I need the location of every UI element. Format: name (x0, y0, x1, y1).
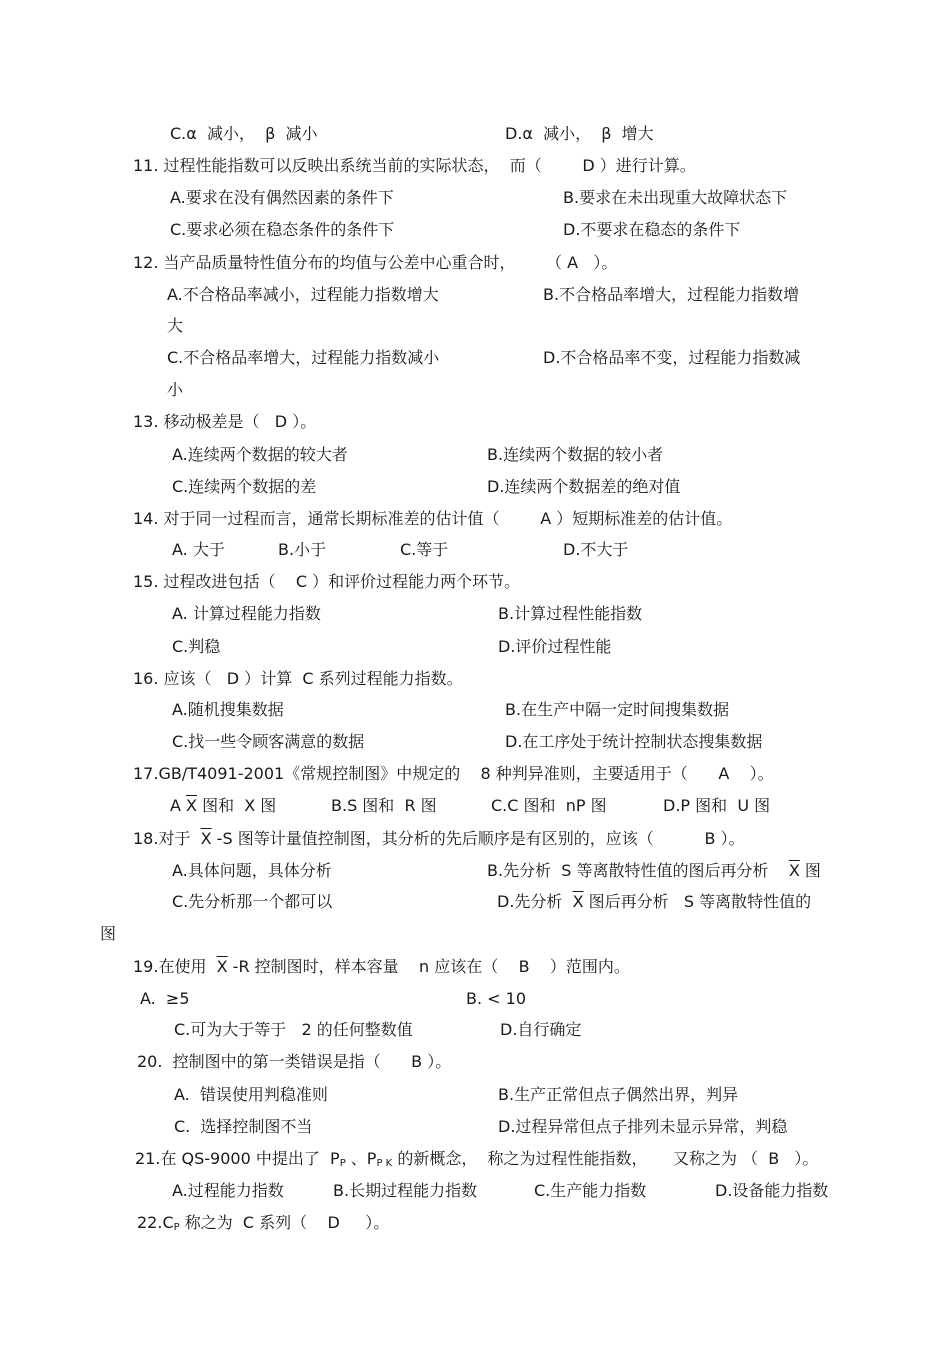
q11-option-d: D.不要求在稳态的条件下 (563, 220, 741, 239)
q16-option-b: B.在生产中隔一定时间搜集数据 (505, 700, 730, 719)
question-22-part-2: 称之为 C 系列（ D ）。 (179, 1213, 390, 1232)
question-17: 17.GB/T4091-2001《常规控制图》中规定的 8 种判异准则，主要适用于（ A ）。 (133, 764, 774, 783)
x-bar-symbol: $\overline{X}$ (186, 796, 197, 815)
question-15: 15. 过程改进包括（ C ）和评价过程能力两个环节。 (133, 572, 521, 591)
question-18-prefix: 18.对于 (133, 829, 201, 848)
q12-option-b: B.不合格品率增大，过程能力指数增 (543, 285, 800, 304)
q18-option-d-prefix: D.先分析 (497, 892, 573, 911)
question-14: 14. 对于同一过程而言，通常长期标准差的估计值（ A ）短期标准差的估计值。 (133, 509, 733, 528)
question-20: 20. 控制图中的第一类错误是指（ B ）。 (137, 1052, 452, 1071)
q18-option-b-prefix: B.先分析 S 等离散特性值的图后再分析 (487, 861, 789, 880)
q11-option-c: C.要求必须在稳态条件的条件下 (170, 220, 395, 239)
q21-option-b: B.长期过程能力指数 (333, 1181, 478, 1200)
q16-option-a: A.随机搜集数据 (172, 700, 284, 719)
q12-option-d-continued: 小 (167, 380, 184, 399)
q14-option-d: D.不大于 (563, 540, 629, 559)
q18-option-b (487, 861, 821, 881)
question-21-part-1: 21.在 QS-9000 中提出了 P (135, 1149, 340, 1168)
question-18-suffix: -S 图等计量值控制图，其分析的先后顺序是有区别的，应该（ B ）。 (211, 829, 745, 848)
q20-option-c: C. 选择控制图不当 (174, 1117, 313, 1136)
question-22 (137, 1213, 389, 1238)
q18-option-c: C.先分析那一个都可以 (172, 892, 333, 911)
q20-option-b: B.生产正常但点子偶然出界，判异 (498, 1085, 739, 1104)
q18-option-d (497, 892, 811, 912)
q11-option-b: B.要求在未出现重大故障状态下 (563, 188, 788, 207)
q15-option-a: A. 计算过程能力指数 (172, 604, 321, 623)
question-21-part-3: 的新概念， 称之为过程性能指数， 又称之为 （ B ）。 (392, 1149, 819, 1168)
question-16: 16. 应该（ D ）计算 C 系列过程能力指数。 (133, 669, 463, 688)
q21-option-a: A.过程能力指数 (172, 1181, 284, 1200)
x-bar-symbol: $\overline{X}$ (216, 957, 228, 976)
q12-option-a: A.不合格品率减小，过程能力指数增大 (167, 285, 439, 304)
q18-option-b-suffix: 图 (799, 861, 821, 880)
q13-option-c: C.连续两个数据的差 (172, 477, 317, 496)
pk-subscript: P K (376, 1158, 393, 1169)
question-19 (133, 957, 630, 977)
q21-option-d: D.设备能力指数 (715, 1181, 829, 1200)
q19-option-d: D.自行确定 (500, 1020, 582, 1039)
question-21-part-2: 、P (345, 1149, 377, 1168)
question-19-prefix: 19.在使用 (133, 957, 217, 976)
q14-option-a: A. 大于 (172, 540, 225, 559)
q14-option-c: C.等于 (400, 540, 449, 559)
q18-option-a: A.具体问题，具体分析 (172, 861, 332, 880)
q10-option-d: D.α 减小， β 增大 (505, 124, 654, 143)
question-21 (135, 1149, 818, 1174)
q17-option-a-suffix: 图和 X 图 (197, 796, 277, 815)
x-bar-symbol: $\overline{X}$ (572, 892, 584, 911)
q17-option-a-prefix: A (170, 796, 187, 815)
q21-option-c: C.生产能力指数 (534, 1181, 647, 1200)
x-bar-symbol: $\overline{X}$ (788, 861, 800, 880)
q13-option-b: B.连续两个数据的较小者 (487, 445, 664, 464)
q17-option-c: C.C 图和 nP 图 (491, 796, 607, 815)
question-13: 13. 移动极差是（ D ）。 (133, 412, 317, 431)
q12-option-c: C.不合格品率增大，过程能力指数减小 (167, 348, 440, 367)
q12-option-d: D.不合格品率不变，过程能力指数减 (543, 348, 801, 367)
q15-option-b: B.计算过程性能指数 (498, 604, 643, 623)
q19-option-c: C.可为大于等于 2 的任何整数值 (174, 1020, 413, 1039)
p-subscript: P (339, 1158, 346, 1169)
q17-option-a (170, 796, 276, 816)
q11-option-a: A.要求在没有偶然因素的条件下 (170, 188, 394, 207)
q18-option-d-suffix: 图后再分析 S 等离散特性值的 (583, 892, 812, 911)
x-bar-symbol: $\overline{X}$ (200, 829, 212, 848)
question-22-part-1: 22.C (137, 1213, 174, 1232)
q16-option-c: C.找一些令顾客满意的数据 (172, 732, 365, 751)
p-subscript: P (173, 1222, 180, 1233)
q17-option-b: B.S 图和 R 图 (331, 796, 437, 815)
q20-option-a: A. 错误使用判稳准则 (174, 1085, 328, 1104)
q13-option-d: D.连续两个数据差的绝对值 (487, 477, 681, 496)
q16-option-d: D.在工序处于统计控制状态搜集数据 (505, 732, 763, 751)
q14-option-b: B.小于 (278, 540, 327, 559)
q12-option-b-continued: 大 (167, 316, 184, 335)
q17-option-d: D.P 图和 U 图 (663, 796, 771, 815)
q18-option-d-continued: 图 (100, 924, 117, 943)
q15-option-d: D.评价过程性能 (498, 637, 612, 656)
question-12: 12. 当产品质量特性值分布的均值与公差中心重合时， （ A ）。 (133, 253, 618, 272)
question-18 (133, 829, 745, 849)
q10-option-c: C.α 减小， β 减小 (170, 124, 318, 143)
question-19-suffix: -R 控制图时，样本容量 n 应该在（ B ）范围内。 (227, 957, 630, 976)
q19-option-b: B. < 10 (466, 989, 526, 1008)
question-11: 11. 过程性能指数可以反映出系统当前的实际状态， 而（ D ）进行计算。 (133, 156, 696, 175)
q19-option-a: A. ≥5 (140, 989, 190, 1008)
q20-option-d: D.过程异常但点子排列未显示异常，判稳 (498, 1117, 788, 1136)
q15-option-c: C.判稳 (172, 637, 221, 656)
q13-option-a: A.连续两个数据的较大者 (172, 445, 348, 464)
